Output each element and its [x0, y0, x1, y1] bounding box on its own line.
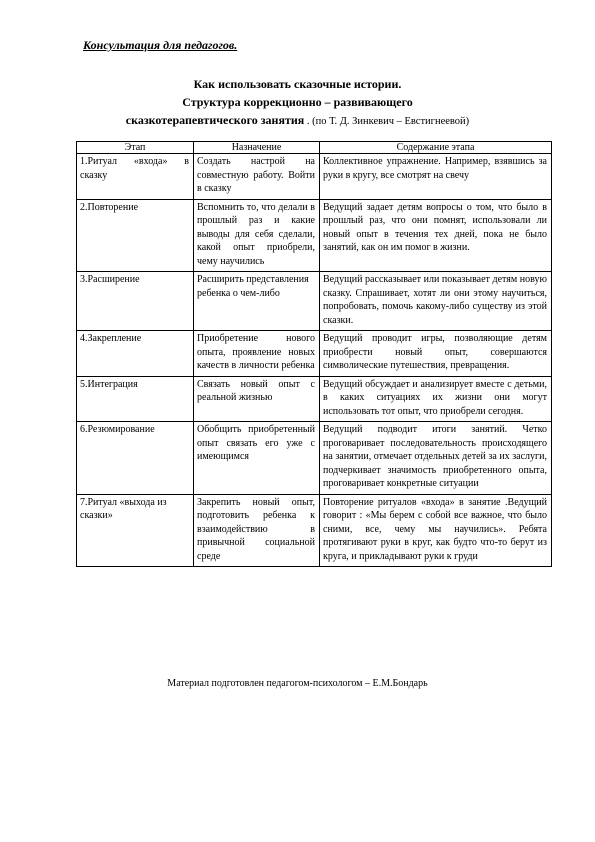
table-row	[77, 199, 552, 272]
purpose-cell: Вспомнить то, что делали в прошлый раз и какие выводы для себя сделали, какой опыт приобрели, чему научились	[194, 199, 320, 272]
table-row	[77, 494, 552, 567]
stage-cell: 5.Интеграция	[77, 376, 194, 422]
header-content: Содержание этапа	[320, 142, 552, 154]
table-row	[77, 272, 552, 331]
purpose-cell: Создать настрой на совместную работу. Войти в сказку	[194, 154, 320, 200]
lesson-structure-table	[76, 141, 552, 567]
purpose-cell: Обобщить приобретенный опыт связать его уже с имеющимся	[194, 422, 320, 495]
stage-cell: 1.Ритуал «входа» в сказку	[77, 154, 194, 200]
table-row	[77, 376, 552, 422]
table-row	[77, 422, 552, 495]
title-line-1: Как использовать сказочные истории.	[193, 77, 402, 91]
content-cell: Ведущий обсуждает и анализирует вместе с детьми, в каких ситуациях их жизни они могут использовать тот опыт, что приобрели сегодня.	[320, 376, 552, 422]
content-cell: Повторение ритуалов «входа» в занятие .Ведущий говорит : «Мы берем с собой все важное, что было сними, все, чему мы научились». Ребята протягивают руки в круг, как будто что-то берут из круга, и прикладывают руки к груди	[320, 494, 552, 567]
title-author: . (по Т. Д. Зинкевич – Евстигнеевой)	[304, 116, 470, 127]
header-purpose: Назначение	[194, 142, 320, 154]
content-cell: Ведущий подводит итоги занятий. Четко проговаривает последовательность происходящего на занятии, отмечает отдельных детей за их заслуги, подчеркивает значимость приобретенного опыта, проговаривает конкретные ситуации	[320, 422, 552, 495]
title-line-3	[0, 111, 595, 131]
table-row	[77, 331, 552, 377]
stage-cell: 7.Ритуал «выхода из сказки»	[77, 494, 194, 567]
purpose-cell: Связать новый опыт с реальной жизнью	[194, 376, 320, 422]
header-stage: Этап	[77, 142, 194, 154]
purpose-cell: Расширить представления ребенка о чем-либо	[194, 272, 320, 331]
table-row	[77, 154, 552, 200]
purpose-cell: Закрепить новый опыт, подготовить ребенка к взаимодействию в привычной социальной среде	[194, 494, 320, 567]
purpose-cell: Приобретение нового опыта, проявление новых качеств в личности ребенка	[194, 331, 320, 377]
content-cell: Ведущий задает детям вопросы о том, что было в прошлый раз, что они помнят, использовали ли новый опыт в течения тех дней, пока не было занятий, как он им помог в жизни.	[320, 199, 552, 272]
title-line-2: Структура коррекционно – развивающего	[182, 95, 413, 109]
stage-cell: 6.Резюмирование	[77, 422, 194, 495]
content-cell: Коллективное упражнение. Например, взявшись за руки в кругу, все смотрят на свечу	[320, 154, 552, 200]
author-footer: Материал подготовлен педагогом-психологом – Е.М.Бондарь	[167, 678, 428, 689]
stage-cell: 3.Расширение	[77, 272, 194, 331]
title-line-3-bold: сказкотерапевтического занятия	[125, 113, 305, 127]
stage-cell: 2.Повторение	[77, 199, 194, 272]
consultation-heading: Консультация для педагогов.	[83, 38, 238, 52]
content-cell: Ведущий проводит игры, позволяющие детям приобрести новый опыт, совершаются символические путешествия, превращения.	[320, 331, 552, 377]
table-header-row	[77, 142, 552, 154]
content-cell: Ведущий рассказывает или показывает детям новую сказку. Спрашивает, хотят ли они этому научиться, попробовать, помочь какому-либо существу из этой сказки.	[320, 272, 552, 331]
stage-cell: 4.Закрепление	[77, 331, 194, 377]
